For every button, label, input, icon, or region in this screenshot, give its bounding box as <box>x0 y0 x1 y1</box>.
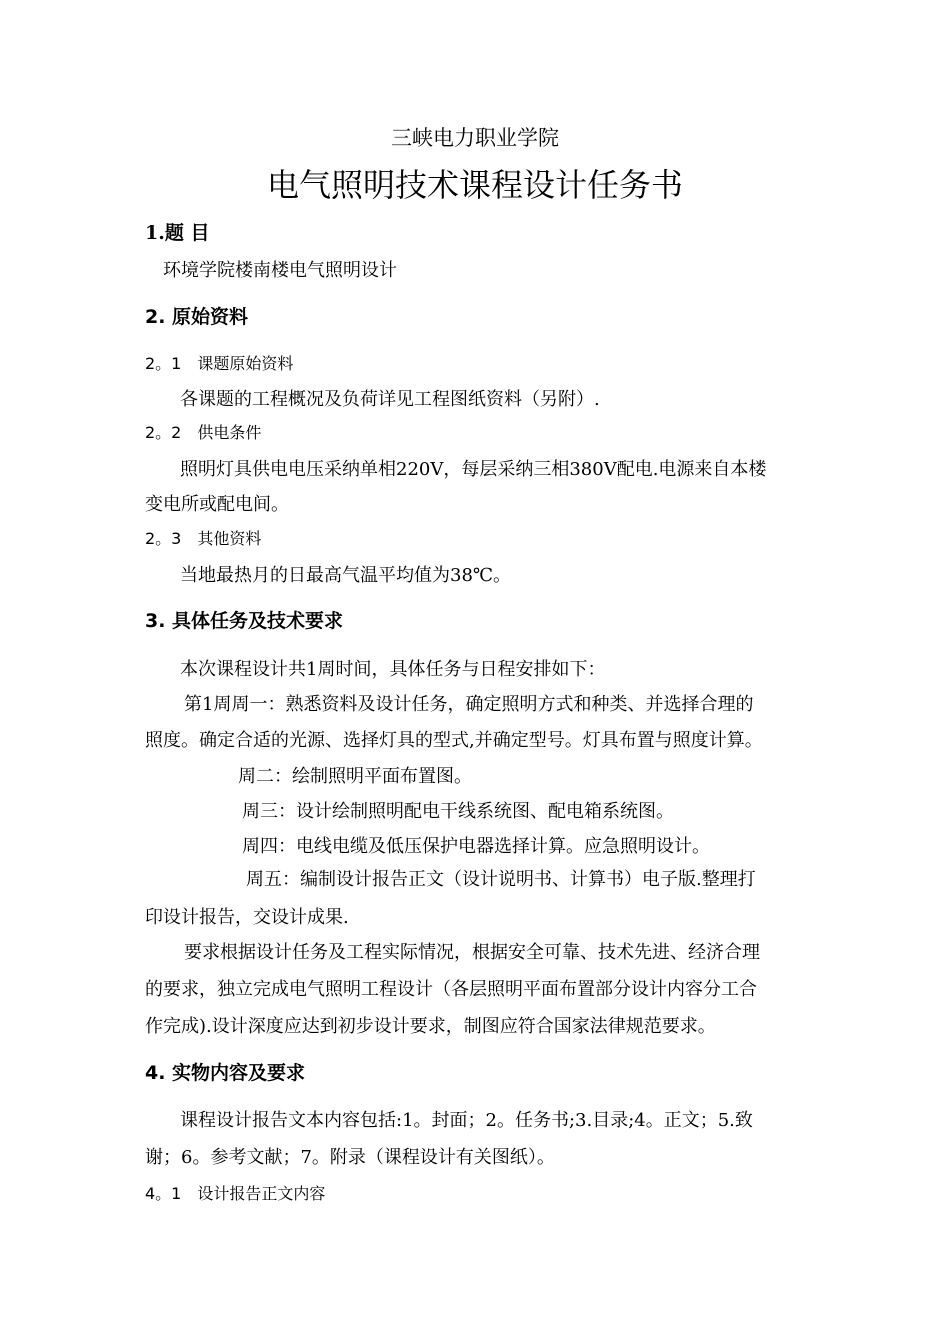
schedule-monday-line1: 第1周周一：熟悉资料及设计任务，确定照明方式和种类、并选择合理的 <box>184 694 754 715</box>
subsection-2-1-text: 各课题的工程概况及负荷详见工程图纸资料（另附）. <box>180 389 600 410</box>
section-1-heading: 1.题 目 <box>145 222 210 244</box>
subsection-2-1-heading: 2。1 课题原始资料 <box>145 354 294 373</box>
schedule-friday-line2: 印设计报告，交设计成果. <box>145 907 349 928</box>
section-2-heading: 2. 原始资料 <box>145 306 249 328</box>
section-3-heading: 3. 具体任务及技术要求 <box>145 610 344 632</box>
requirement-line3: 作完成).设计深度应达到初步设计要求，制图应符合国家法律规范要求。 <box>145 1016 716 1037</box>
subsection-4-1-heading: 4。1 设计报告正文内容 <box>145 1184 326 1203</box>
section-4-heading: 4. 实物内容及要求 <box>145 1062 306 1084</box>
subsection-2-2-heading: 2。2 供电条件 <box>145 423 262 442</box>
subsection-2-2-text-line2: 变电所或配电间。 <box>145 494 289 515</box>
schedule-monday-line2: 照度。确定合适的光源、选择灯具的型式,并确定型号。灯具布置与照度计算。 <box>145 730 763 751</box>
section-4-text-line2: 谢；6。参考文献；7。附录（课程设计有关图纸）。 <box>145 1147 555 1168</box>
subsection-2-3-text: 当地最热月的日最高气温平均值为38℃。 <box>180 565 512 586</box>
schedule-wednesday: 周三：设计绘制照明配电干线系统图、配电箱系统图。 <box>242 801 674 822</box>
requirement-line2: 的要求，独立完成电气照明工程设计（各层照明平面布置部分设计内容分工合 <box>145 979 757 1000</box>
schedule-thursday: 周四：电线电缆及低压保护电器选择计算。应急照明设计。 <box>242 836 710 857</box>
requirement-line1: 要求根据设计任务及工程实际情况，根据安全可靠、技术先进、经济合理 <box>184 942 760 963</box>
schedule-friday-line1: 周五：编制设计报告正文（设计说明书、计算书）电子版.整理打 <box>246 869 756 890</box>
subsection-2-3-heading: 2。3 其他资料 <box>145 529 262 548</box>
school-name: 三峡电力职业学院 <box>391 126 559 150</box>
section-1-text: 环境学院楼南楼电气照明设计 <box>163 260 397 281</box>
section-4-text-line1: 课程设计报告文本内容包括:1。封面；2。任务书;3.目录;4。正文；5.致 <box>180 1110 753 1131</box>
schedule-tuesday: 周二：绘制照明平面布置图。 <box>238 766 472 787</box>
document-title: 电气照明技术课程设计任务书 <box>266 166 683 204</box>
section-3-intro: 本次课程设计共1周时间，具体任务与日程安排如下： <box>180 659 606 680</box>
subsection-2-2-text-line1: 照明灯具供电电压采纳单相220V，每层采纳三相380V配电.电源来自本楼 <box>180 459 767 480</box>
